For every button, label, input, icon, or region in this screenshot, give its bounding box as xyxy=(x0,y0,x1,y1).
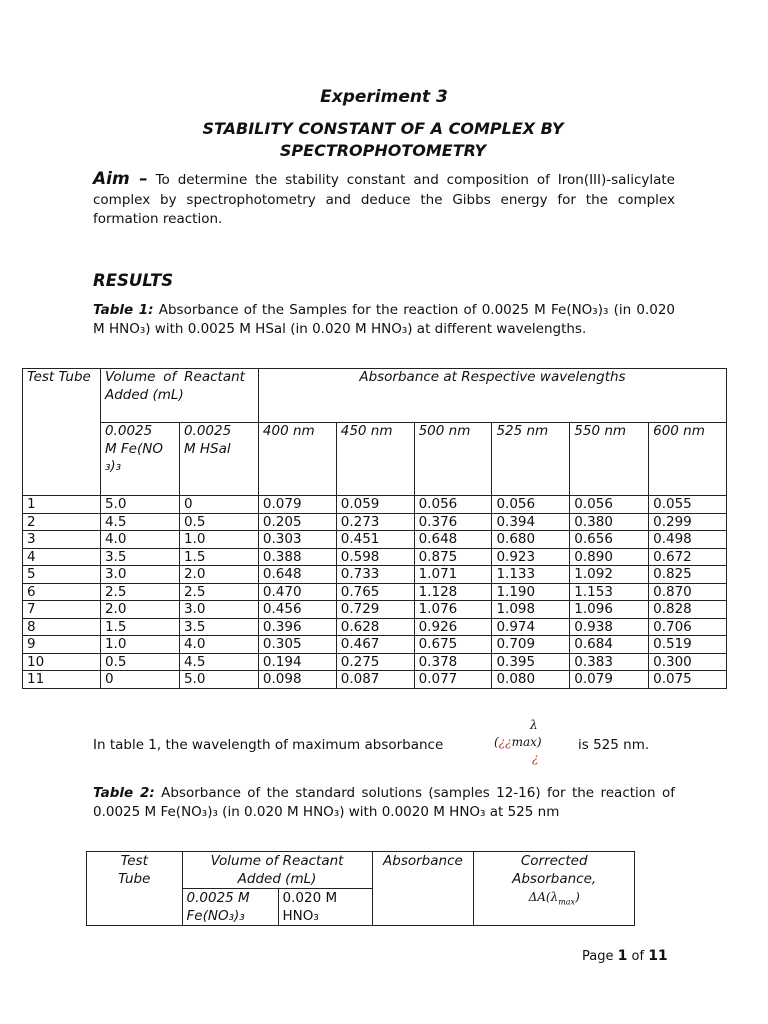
table-cell: 0.628 xyxy=(336,618,414,636)
table-cell: 4.5 xyxy=(100,513,179,531)
aim-text: To determine the stability constant and composition of Iron(III)-salicylate complex by spectrophotometry and deduce the Gibbs energy for the complex formation reaction. xyxy=(93,172,675,227)
table-cell: 2.5 xyxy=(179,583,258,601)
table2-caption-head: Table 2: xyxy=(93,785,155,801)
table-cell: 0 xyxy=(179,496,258,514)
table1-wavelength-600: 600 nm xyxy=(649,423,727,496)
page-footer xyxy=(582,948,668,964)
table-cell: 0.648 xyxy=(258,566,336,584)
table-cell: 3.5 xyxy=(179,618,258,636)
table2-header-volume: Volume of Reactant Added (mL) xyxy=(182,852,372,889)
table-cell: 1.153 xyxy=(570,583,649,601)
table-cell: 0.077 xyxy=(414,671,492,689)
table-cell: 1.096 xyxy=(570,601,649,619)
table-cell: 1.071 xyxy=(414,566,492,584)
table1-header-absorbance: Absorbance at Respective wavelengths xyxy=(258,369,726,423)
table-cell: 0.273 xyxy=(336,513,414,531)
table-cell: 9 xyxy=(23,636,101,654)
table-cell: 1.0 xyxy=(100,636,179,654)
table-cell: 0.828 xyxy=(649,601,727,619)
table-cell: 0.5 xyxy=(100,653,179,671)
experiment-title: Experiment 3 xyxy=(320,87,448,107)
table-cell: 0.648 xyxy=(414,531,492,549)
table-row xyxy=(23,548,727,566)
table-row xyxy=(23,496,727,514)
table-cell: 0.080 xyxy=(492,671,570,689)
results-heading: RESULTS xyxy=(93,271,174,290)
table2-header-row xyxy=(87,852,635,889)
table-cell: 0.467 xyxy=(336,636,414,654)
table1-wavelength-550: 550 nm xyxy=(570,423,649,496)
table-cell: 6 xyxy=(23,583,101,601)
table-cell: 0.275 xyxy=(336,653,414,671)
table-cell: 4 xyxy=(23,548,101,566)
table-cell: 1.098 xyxy=(492,601,570,619)
table-cell: 0.299 xyxy=(649,513,727,531)
main-title-line-1: STABILITY CONSTANT OF A COMPLEX BY xyxy=(202,119,564,138)
table-row xyxy=(23,618,727,636)
table1-wavelength-500: 500 nm xyxy=(414,423,492,496)
table-cell: 0.680 xyxy=(492,531,570,549)
lambda-max-equation xyxy=(494,718,572,766)
main-title-line-2: SPECTROPHOTOMETRY xyxy=(279,141,487,160)
table1-subheader-row xyxy=(23,423,727,496)
table1-wavelength-525: 525 nm xyxy=(492,423,570,496)
table-row xyxy=(23,531,727,549)
footer-page-label: Page xyxy=(582,949,614,964)
table1-header-test-tube: Test Tube xyxy=(23,369,101,496)
aim-paragraph xyxy=(93,170,675,230)
table-cell: 0.519 xyxy=(649,636,727,654)
table-cell: 0 xyxy=(100,671,179,689)
table-cell: 0.300 xyxy=(649,653,727,671)
table-cell: 0.938 xyxy=(570,618,649,636)
table-cell: 1.0 xyxy=(179,531,258,549)
table-cell: 0.5 xyxy=(179,513,258,531)
table-cell: 0.056 xyxy=(570,496,649,514)
table-cell: 0.451 xyxy=(336,531,414,549)
table-cell: 0.656 xyxy=(570,531,649,549)
table-cell: 0.303 xyxy=(258,531,336,549)
table-cell: 4.0 xyxy=(179,636,258,654)
table-cell: 0.075 xyxy=(649,671,727,689)
table-cell: 0.870 xyxy=(649,583,727,601)
table-cell: 0.684 xyxy=(570,636,649,654)
table-cell: 5 xyxy=(23,566,101,584)
lambda-max-sentence: In table 1, the wavelength of maximum absorbance xyxy=(93,737,444,753)
table-cell: 1.092 xyxy=(570,566,649,584)
table-cell: 1.5 xyxy=(100,618,179,636)
table2-header-corrected xyxy=(474,852,635,926)
table-cell: 0.380 xyxy=(570,513,649,531)
table2-header-test-tube: Test Tube xyxy=(87,852,183,926)
table2-caption-text: Absorbance of the standard solutions (samples 12-16) for the reaction of 0.0025 M Fe(NO₃)₃ (in 0.020 M HNO₃) with 0.0020 M HNO₃ at 525 nm xyxy=(93,785,675,820)
table-cell: 3 xyxy=(23,531,101,549)
table-cell: 5.0 xyxy=(179,671,258,689)
table1-caption xyxy=(93,301,675,339)
table-cell: 1.133 xyxy=(492,566,570,584)
table-cell: 2 xyxy=(23,513,101,531)
table1-body xyxy=(23,496,727,689)
table2-subheader-hno3: 0.020 M HNO₃ xyxy=(278,889,372,926)
table-cell: 0.378 xyxy=(414,653,492,671)
table-row xyxy=(23,671,727,689)
footer-of-label: of xyxy=(631,949,645,964)
table-cell: 2.5 xyxy=(100,583,179,601)
table1-caption-head: Table 1: xyxy=(93,302,154,318)
table-cell: 5.0 xyxy=(100,496,179,514)
table-cell: 10 xyxy=(23,653,101,671)
table-cell: 0.098 xyxy=(258,671,336,689)
table-cell: 0.923 xyxy=(492,548,570,566)
table1-wavelength-400: 400 nm xyxy=(258,423,336,496)
table-cell: 0.456 xyxy=(258,601,336,619)
footer-page-number: 1 xyxy=(617,948,628,964)
table-cell: 0.079 xyxy=(570,671,649,689)
table-row xyxy=(23,566,727,584)
table-cell: 0.733 xyxy=(336,566,414,584)
delta-absorbance-symbol: $\Delta A(\lambda_{max})$ xyxy=(528,890,580,907)
table-cell: 0.926 xyxy=(414,618,492,636)
table1-subheader-fe: 0.0025 M Fe(NO₃)₃ xyxy=(100,423,179,496)
table-cell: 0.498 xyxy=(649,531,727,549)
table-cell: 0.706 xyxy=(649,618,727,636)
table-cell: 0.376 xyxy=(414,513,492,531)
table-cell: 0.875 xyxy=(414,548,492,566)
table-row xyxy=(23,601,727,619)
table-cell: 11 xyxy=(23,671,101,689)
table-cell: 1.5 xyxy=(179,548,258,566)
standards-table xyxy=(86,851,635,926)
table-cell: 0.598 xyxy=(336,548,414,566)
footer-total-pages: 11 xyxy=(648,948,668,964)
table-cell: 0.056 xyxy=(414,496,492,514)
table-cell: 1.190 xyxy=(492,583,570,601)
lambda-bottom-mark: ¿ xyxy=(532,751,539,765)
table-cell: 0.194 xyxy=(258,653,336,671)
table2-header-absorbance: Absorbance xyxy=(372,852,474,926)
table-cell: 0.396 xyxy=(258,618,336,636)
table2-caption xyxy=(93,784,675,822)
lambda-expression: (¿¿max) xyxy=(494,735,542,749)
table-cell: 2.0 xyxy=(100,601,179,619)
table2-corrected-label: Corrected Absorbance, xyxy=(512,853,597,887)
table-cell: 0.056 xyxy=(492,496,570,514)
table-cell: 1.076 xyxy=(414,601,492,619)
table1-subheader-hsal: 0.0025 M HSal xyxy=(179,423,258,496)
table1-header-row xyxy=(23,369,727,423)
table-cell: 0.890 xyxy=(570,548,649,566)
table-row xyxy=(23,653,727,671)
table-cell: 3.5 xyxy=(100,548,179,566)
absorbance-table xyxy=(22,368,727,689)
table-cell: 0.470 xyxy=(258,583,336,601)
table-cell: 0.305 xyxy=(258,636,336,654)
lambda-max-value: is 525 nm. xyxy=(578,737,650,753)
table-cell: 3.0 xyxy=(100,566,179,584)
table-cell: 0.087 xyxy=(336,671,414,689)
table-cell: 3.0 xyxy=(179,601,258,619)
table-cell: 7 xyxy=(23,601,101,619)
table-cell: 1 xyxy=(23,496,101,514)
table-cell: 0.672 xyxy=(649,548,727,566)
table-cell: 2.0 xyxy=(179,566,258,584)
table-cell: 0.729 xyxy=(336,601,414,619)
table-cell: 0.383 xyxy=(570,653,649,671)
table-cell: 0.709 xyxy=(492,636,570,654)
table-cell: 0.974 xyxy=(492,618,570,636)
table-cell: 8 xyxy=(23,618,101,636)
table-cell: 0.394 xyxy=(492,513,570,531)
table1-header-volume: Volume of Reactant Added (mL) xyxy=(100,369,258,423)
table-row xyxy=(23,513,727,531)
table-cell: 4.0 xyxy=(100,531,179,549)
table-cell: 0.395 xyxy=(492,653,570,671)
table1-caption-text: Absorbance of the Samples for the reaction of 0.0025 M Fe(NO₃)₃ (in 0.020 M HNO₃) with 0.0025 M HSal (in 0.020 M HNO₃) at different wavelengths. xyxy=(93,302,676,337)
table-row xyxy=(23,583,727,601)
lambda-symbol: λ xyxy=(530,718,538,732)
table-cell: 0.388 xyxy=(258,548,336,566)
table-cell: 0.675 xyxy=(414,636,492,654)
table-cell: 0.205 xyxy=(258,513,336,531)
table-cell: 1.128 xyxy=(414,583,492,601)
table-cell: 0.825 xyxy=(649,566,727,584)
table-row xyxy=(23,636,727,654)
table-cell: 0.765 xyxy=(336,583,414,601)
table2-subheader-fe: 0.0025 M Fe(NO₃)₃ xyxy=(182,889,278,926)
main-title xyxy=(150,118,616,162)
table-cell: 4.5 xyxy=(179,653,258,671)
table1-wavelength-450: 450 nm xyxy=(336,423,414,496)
table-cell: 0.055 xyxy=(649,496,727,514)
aim-heading: Aim – xyxy=(93,169,148,189)
table-cell: 0.059 xyxy=(336,496,414,514)
table-cell: 0.079 xyxy=(258,496,336,514)
